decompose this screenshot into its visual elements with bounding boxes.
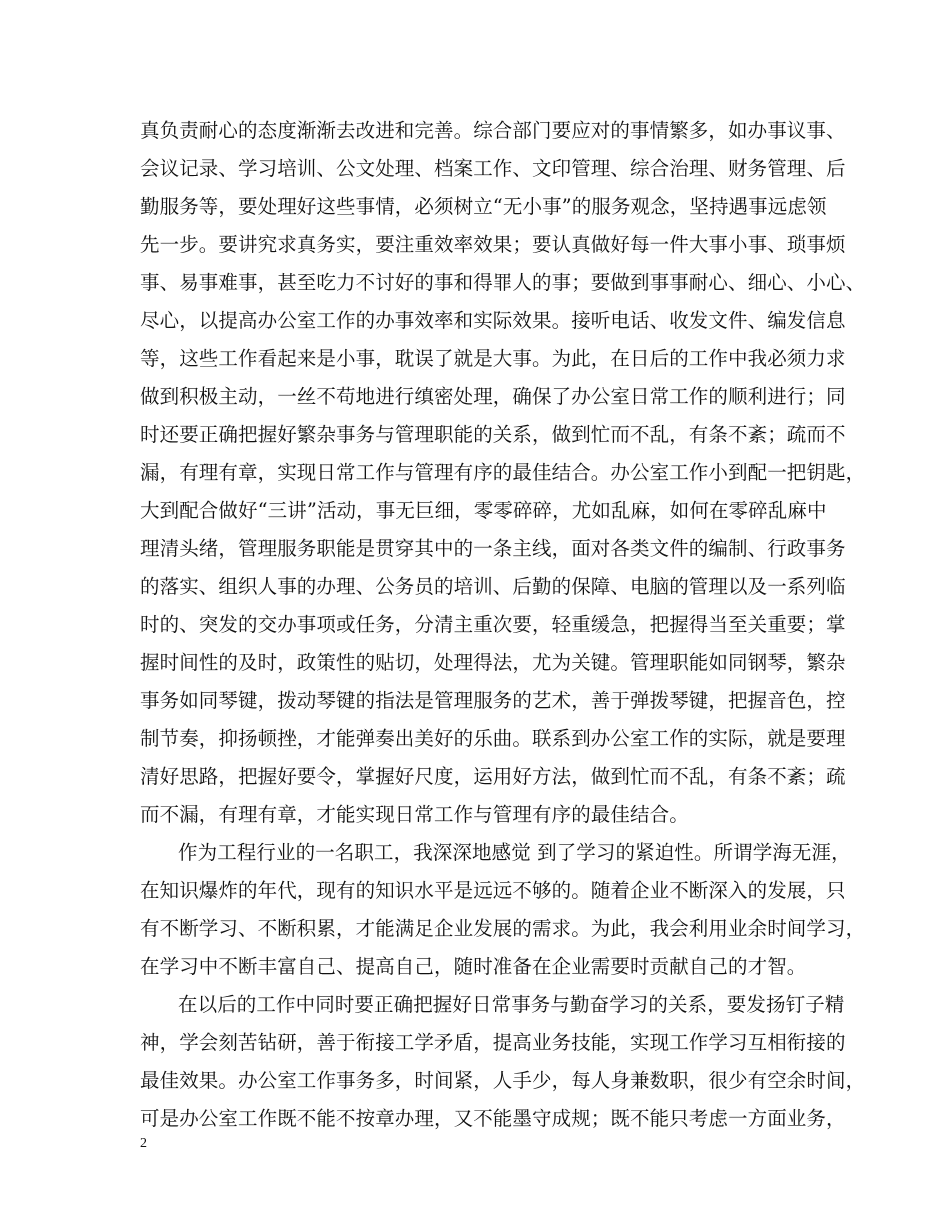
body-text-line: 握时间性的及时，政策性的贴切，处理得法，尤为关键。管理职能如同钢琴，繁杂 (140, 651, 846, 674)
body-text-line: 会议记录、学习培训、公文处理、档案工作、文印管理、综合治理、财务管理、后 (140, 157, 846, 180)
body-text-line: 勤服务等，要处理好这些事情，必须树立“无小事”的服务观念，坚持遇事远虑领 (140, 195, 827, 218)
body-text-line: 时还要正确把握好繁杂事务与管理职能的关系，做到忙而不乱，有条不紊；疏而不 (140, 423, 846, 446)
body-text-line: 尽心，以提高办公室工作的办事效率和实际效果。接听电话、收发文件、编发信息 (140, 309, 846, 332)
body-text-line: 先一步。要讲究求真务实，要注重效率效果；要认真做好每一件大事小事、琐事烦 (140, 233, 846, 256)
body-text-line: 理清头绪，管理服务职能是贯穿其中的一条主线，面对各类文件的编制、行政事务 (140, 537, 846, 560)
body-text-line: 在学习中不断丰富自己、提高自己，随时准备在企业需要时贡献自己的才智。 (140, 955, 807, 978)
body-text-line: 而不漏，有理有章，才能实现日常工作与管理有序的最佳结合。 (140, 803, 689, 826)
body-text-line: 等，这些工作看起来是小事，耽误了就是大事。为此，在日后的工作中我必须力求 (140, 347, 846, 370)
body-text-line: 做到积极主动，一丝不苟地进行缜密处理，确保了办公室日常工作的顺利进行；同 (140, 385, 846, 408)
body-text-line: 时的、突发的交办事项或任务，分清主重次要，轻重缓急，把握得当至关重要；掌 (140, 613, 846, 636)
body-text-line: 可是办公室工作既不能不按章办理，又不能墨守成规；既不能只考虑一方面业务， (140, 1107, 846, 1130)
body-text-line: 有不断学习、不断积累，才能满足企业发展的需求。为此，我会利用业余时间学习， (140, 917, 866, 940)
paragraph-first-line: 在以后的工作中同时要正确把握好日常事务与勤奋学习的关系，要发扬钉子精 (178, 993, 845, 1016)
body-text-line: 大到配合做好“三讲”活动，事无巨细，零零碎碎，尤如乱麻，如何在零碎乱麻中 (140, 499, 827, 522)
body-text-line: 的落实、组织人事的办理、公务员的培训、后勤的保障、电脑的管理以及一系列临 (140, 575, 846, 598)
body-text-line: 神，学会刻苦钻研，善于衔接工学矛盾，提高业务技能，实现工作学习互相衔接的 (140, 1031, 846, 1054)
body-text-line: 事、易事难事，甚至吃力不讨好的事和得罪人的事；要做到事事耐心、细心、小心、 (140, 271, 866, 294)
body-text-line: 事务如同琴键，拨动琴键的指法是管理服务的艺术，善于弹拨琴键，把握音色，控 (140, 689, 846, 712)
body-text-line: 漏，有理有章，实现日常工作与管理有序的最佳结合。办公室工作小到配一把钥匙， (140, 461, 866, 484)
body-text-line: 在知识爆炸的年代，现有的知识水平是远远不够的。随着企业不断深入的发展，只 (140, 879, 846, 902)
body-text-line: 清好思路，把握好要令，掌握好尺度，运用好方法，做到忙而不乱，有条不紊；疏 (140, 765, 846, 788)
body-text-line: 真负责耐心的态度渐渐去改进和完善。综合部门要应对的事情繁多，如办事议事、 (140, 119, 846, 142)
paragraph-first-line: 作为工程行业的一名职工，我深深地感觉 到了学习的紧迫性。所谓学海无涯， (178, 841, 851, 864)
page-number: 2 (140, 1136, 147, 1151)
body-text-line: 制节奏，抑扬顿挫，才能弹奏出美好的乐曲。联系到办公室工作的实际，就是要理 (140, 727, 846, 750)
body-text-line: 最佳效果。办公室工作事务多，时间紧，人手少，每人身兼数职，很少有空余时间， (140, 1069, 866, 1092)
